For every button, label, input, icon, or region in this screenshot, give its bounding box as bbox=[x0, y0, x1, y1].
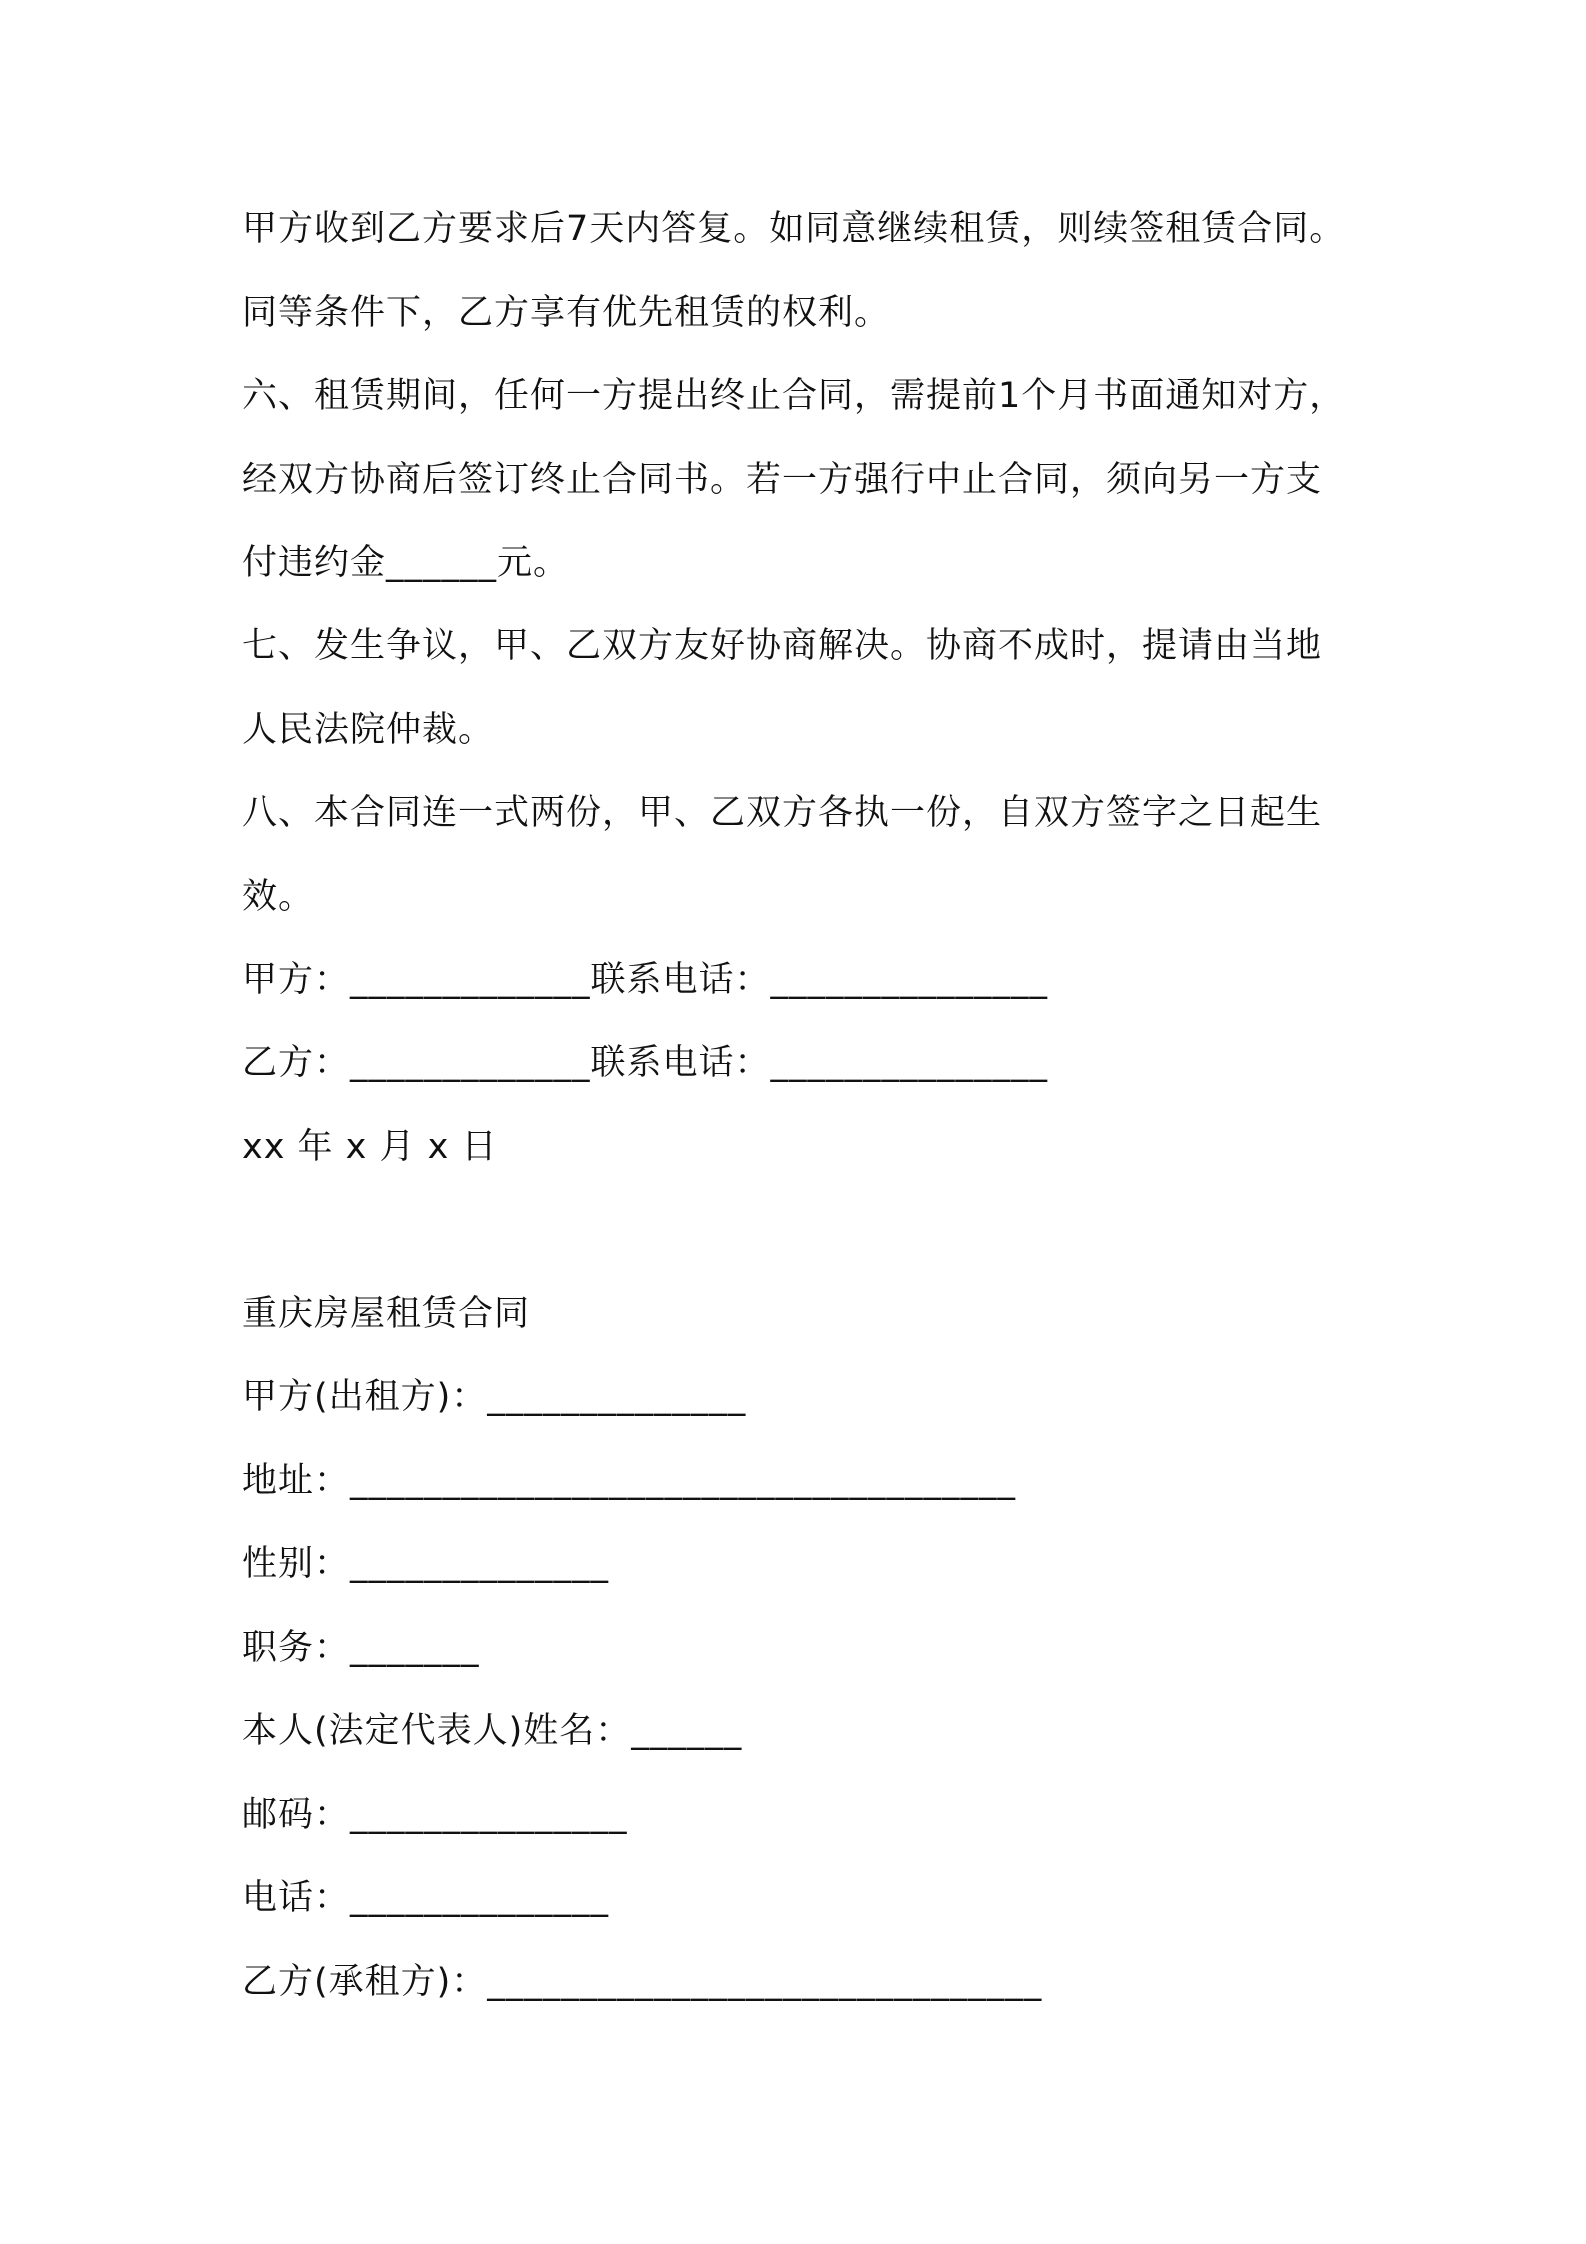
legal-representative-field: 本人(法定代表人)姓名：______ bbox=[242, 1711, 743, 1751]
party-b-field: 乙方(承租方)：______________________________ bbox=[242, 1962, 1043, 2002]
signature-party-b: 乙方：_____________联系电话：_______________ bbox=[242, 1043, 1049, 1083]
postcode-field: 邮码：_______________ bbox=[242, 1795, 628, 1835]
clause-8-line-1: 八、本合同连一式两份，甲、乙双方各执一份，自双方签字之日起生 bbox=[242, 793, 1323, 833]
continuation-line-1: 甲方收到乙方要求后7天内答复。如同意继续租赁，则续签租赁合同。 bbox=[242, 209, 1346, 249]
clause-6-line-3: 付违约金______元。 bbox=[242, 543, 570, 583]
position-field: 职务：_______ bbox=[242, 1628, 480, 1668]
gender-field: 性别：______________ bbox=[242, 1544, 610, 1584]
clause-6-line-1: 六、租赁期间，任何一方提出终止合同，需提前1个月书面通知对方， bbox=[242, 376, 1346, 416]
continuation-line-2: 同等条件下，乙方享有优先租赁的权利。 bbox=[242, 293, 891, 333]
signature-party-a: 甲方：_____________联系电话：_______________ bbox=[242, 960, 1049, 1000]
signing-date: xx 年 x 月 x 日 bbox=[242, 1127, 498, 1167]
contract-title: 重庆房屋租赁合同 bbox=[242, 1294, 531, 1334]
clause-6-line-2: 经双方协商后签订终止合同书。若一方强行中止合同，须向另一方支 bbox=[242, 460, 1323, 500]
party-a-field: 甲方(出租方)：______________ bbox=[242, 1377, 747, 1417]
clause-8-line-2: 效。 bbox=[242, 877, 315, 917]
address-field: 地址：____________________________________ bbox=[242, 1461, 1017, 1501]
phone-field: 电话：______________ bbox=[242, 1878, 610, 1918]
clause-7-line-1: 七、发生争议，甲、乙双方友好协商解决。协商不成时，提请由当地 bbox=[242, 626, 1323, 666]
clause-7-line-2: 人民法院仲裁。 bbox=[242, 710, 495, 750]
